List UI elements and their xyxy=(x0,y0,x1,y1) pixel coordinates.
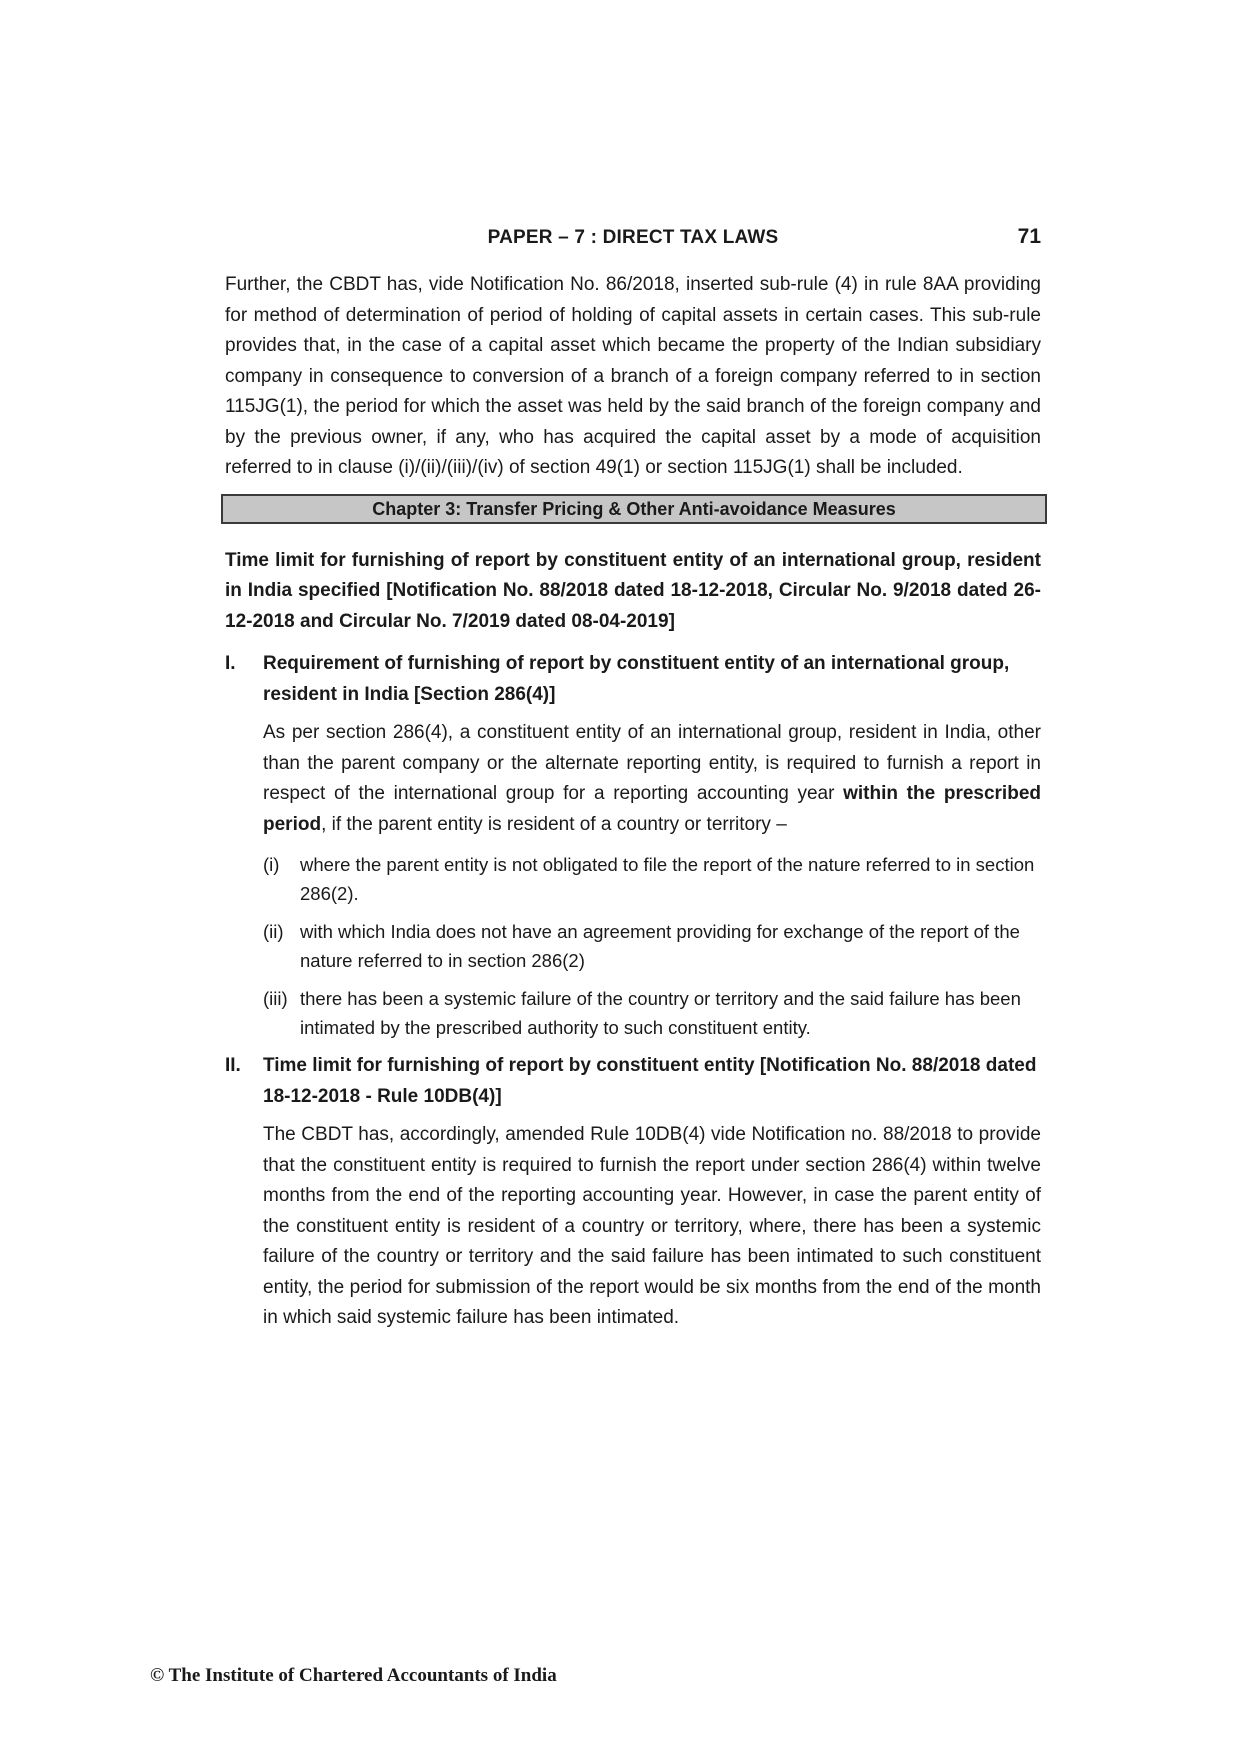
section-numeral: I. xyxy=(225,653,236,674)
list-item xyxy=(263,917,1041,975)
running-header xyxy=(225,223,1041,257)
list-item-text: there has been a systemic failure of the country or territory and the said failure has been intimated by the prescribed authority to such constituent entity. xyxy=(300,988,1021,1038)
page-content xyxy=(225,270,1041,1344)
section-body-text: As per section 286(4), a constituent entity of an international group, resident in India, other than the parent company or the alternate reporting entity, is required to furnish a report in respect of the international group for a reporting accounting year xyxy=(263,722,1041,804)
list-item xyxy=(263,984,1041,1042)
section-heading: Requirement of furnishing of report by constituent entity of an international group, resident in India [Section 286(4)] xyxy=(263,653,1010,705)
section-numeral: II. xyxy=(225,1055,241,1076)
list-item-text: with which India does not have an agreement providing for exchange of the report of the nature referred to in section 286(2) xyxy=(300,921,1020,971)
section-body xyxy=(263,718,1041,840)
list-item-number: (i) xyxy=(263,854,280,875)
section-body-text: , if the parent entity is resident of a country or territory – xyxy=(321,813,787,835)
page-number: 71 xyxy=(1017,225,1041,248)
chapter-heading-bar: Chapter 3: Transfer Pricing & Other Anti-avoidance Measures xyxy=(221,494,1047,524)
section-requirement xyxy=(225,649,1041,1042)
section-time-limit xyxy=(225,1051,1041,1334)
topic-heading: Time limit for furnishing of report by constituent entity of an international group, resident in India specified [Notification No. 88/2018 dated 18-12-2018, Circular No. 9/2018 dated 26-12-2018 and Circular No. 7/2019 dated 08-04-2019] xyxy=(225,549,1041,632)
intro-paragraph: Further, the CBDT has, vide Notification No. 86/2018, inserted sub-rule (4) in rule 8AA providing for method of determination of period of holding of capital assets in certain cases. This sub-rule provides that, in the case of a capital asset which became the property of the Indian subsidiary company in consequence to conversion of a branch of a foreign company referred to in section 115JG(1), the period for which the asset was held by the said branch of the foreign company and by the previous owner, if any, who has acquired the capital asset by a mode of acquisition referred to in clause (i)/(ii)/(iii)/(iv) of section 49(1) or section 115JG(1) shall be included. xyxy=(225,274,1041,478)
section-body: The CBDT has, accordingly, amended Rule 10DB(4) vide Notification no. 88/2018 to provide that the constituent entity is required to furnish the report under section 286(4) within twelve months from the end of the reporting accounting year. However, in case the parent entity of the constituent entity is resident of a country or territory, where, there has been a systemic failure of the country or territory and the said failure has been intimated to such constituent entity, the period for submission of the report would be six months from the end of the month in which said systemic failure has been intimated. xyxy=(263,1124,1041,1328)
paper-title: PAPER – 7 : DIRECT TAX LAWS xyxy=(487,227,779,248)
list-item-number: (iii) xyxy=(263,988,288,1009)
section-body-emphasis: within the prescribed period xyxy=(263,783,1041,835)
condition-list xyxy=(263,850,1041,1042)
list-item xyxy=(263,850,1041,908)
section-heading: Time limit for furnishing of report by constituent entity [Notification No. 88/2018 dated 18-12-2018 - Rule 10DB(4)] xyxy=(263,1055,1037,1107)
list-item-text: where the parent entity is not obligated to file the report of the nature referred to in section 286(2). xyxy=(300,854,1035,904)
copyright-footer: © The Institute of Chartered Accountants of India xyxy=(150,1665,557,1686)
list-item-number: (ii) xyxy=(263,921,284,942)
